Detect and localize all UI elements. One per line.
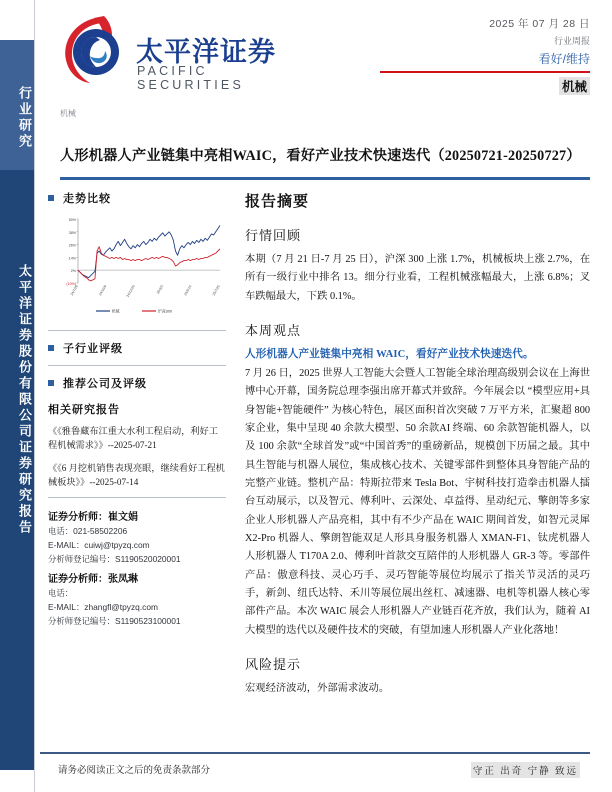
risk-text: 宏观经济波动，外部需求波动。	[245, 682, 390, 694]
analyst-license: 分析师登记编号：S1190520020001	[48, 554, 181, 564]
market-review-text: 本期（7 月 21 日-7 月 25 日），沪深 300 上涨 1.7%，机械板块上涨 2.7%，在所有一级行业中排名 13。细分行业看，工程机械涨幅最大，上涨 6.8%；叉车跌幅最大，下跌 0.1%。	[245, 254, 590, 302]
report-date: 2025 年 07 月 28 日	[489, 18, 590, 30]
svg-text:25/5/14: 25/5/14	[183, 284, 193, 297]
logo-english-name: PACIFIC SECURITIES	[137, 64, 245, 92]
main-content	[245, 190, 590, 700]
bullet-square-icon	[48, 380, 54, 386]
footer-slogan: 守正 出奇 宁静 致远	[471, 762, 580, 778]
left-side-band	[0, 0, 34, 792]
svg-text:24/12/20: 24/12/20	[125, 284, 136, 298]
divider-3	[48, 497, 226, 498]
footer-rule	[40, 752, 590, 754]
svg-text:(10%): (10%)	[66, 282, 76, 286]
logo-chinese-name: 太平洋证券	[136, 37, 276, 67]
sector-small-label: 机械	[60, 109, 76, 118]
svg-text:24/10/9: 24/10/9	[98, 284, 108, 297]
left-column	[48, 190, 226, 627]
report-type: 行业周报	[553, 36, 590, 46]
svg-text:26%: 26%	[68, 243, 76, 248]
svg-text:沪深300: 沪深300	[158, 309, 172, 314]
bullet-square-icon	[48, 195, 54, 201]
title-rule	[60, 177, 590, 180]
analyst-email[interactable]: E-MAIL：zhangfl@tpyzq.com	[48, 602, 158, 612]
related-report-item[interactable]: 《《雅鲁藏布江重大水利工程启动，利好工程机械需求》》--2025-07-21	[48, 426, 218, 451]
weekly-view-lead: 人形机器人产业链集中亮相 WAIC，看好产业技术快速迭代。	[245, 348, 534, 360]
rating-label: 看好/维持	[538, 52, 590, 66]
risk-heading: 风险提示	[245, 656, 302, 672]
bullet-square-icon	[48, 345, 54, 351]
analyst-license: 分析师登记编号：S1190523100001	[48, 616, 181, 626]
weekly-view-text: 7 月 26 日，2025 世界人工智能大会暨人工智能全球治理高级别会议在上海世博中心开幕，国务院总理李强出席开幕式并致辞。今年展会以 “模型应用+具身智能+智能硬件” 为核心特色，展区面积首次突破 7 万平方米，汇聚超 800 家企业，集中呈现 40 余款大模型、50 余款AI 终端、60 余款智能机器人，以及 100 余款“全球首发”或“中国首秀”的重磅新品，规模创下历届之最。其中具生智能与机器人展位，集成核心技术、关键零部件到整体具身智能产品的完整产业链。整机产品：特斯拉带来 Tesla Bot、宇树科技打造拳击机器人擂台互动展示，以及智元、傅利叶、云深处、卓益得、星动纪元、擎朗等多家企业人形机器人产品亮相，其中有不少产品在 WAIC 期间首发，如智元灵犀 X2-Pro 机器人、擎朗智能双足人形具身服务机器人 XMAN-F1、钛虎机器人人形机器人 T170A 2.0、傅利叶首款交互陪伴的人形机器人 GR-3 等。零部件产品：傲意科技、灵心巧手、灵巧智能等展位均展示了指关节灵活的灵巧手，新剑、纽氏达特、禾川等展位展出丝杠、减速器、电机等机器人核心零部件产品。本次 WAIC 展会人形机器人产业链百花齐放，我们认为，随着 AI 大模型的迭代以及硬件技术的突破，有望加速人形机器人产业化落地！	[245, 367, 590, 636]
analyst-email[interactable]: E-MAIL：cuiwj@tpyzq.com	[48, 540, 150, 550]
company-logo	[60, 14, 290, 92]
logo-mark-icon	[60, 14, 128, 84]
summary-heading: 报告摘要	[245, 194, 310, 210]
market-review-heading: 行情回顾	[245, 228, 302, 243]
recommend-heading: 推荐公司及评级	[63, 378, 147, 390]
header-meta	[380, 16, 590, 96]
svg-text:25/7/25: 25/7/25	[211, 284, 221, 297]
trend-section-header	[48, 190, 226, 206]
divider-1	[48, 330, 226, 331]
svg-text:24/7/29: 24/7/29	[69, 284, 79, 297]
page-title: 人形机器人产业链集中亮相WAIC，看好产业技术快速迭代（20250721-20250727）	[60, 148, 581, 164]
svg-text:14%: 14%	[68, 256, 76, 261]
recommend-section-header	[48, 375, 226, 391]
sector-badge: 机械	[559, 77, 590, 95]
column-separator	[232, 190, 233, 735]
analyst-entry	[48, 570, 226, 627]
side-band-divider	[34, 0, 35, 792]
related-reports-list	[48, 424, 226, 489]
related-reports-section	[48, 401, 226, 489]
svg-text:2%: 2%	[70, 269, 76, 274]
weekly-view-heading: 本周观点	[245, 322, 302, 338]
svg-text:50%: 50%	[68, 218, 76, 222]
analyst-phone: 电话：021-58502206	[48, 526, 128, 536]
analyst-phone: 电话：	[48, 588, 74, 598]
analyst-name: 证券分析师：张凤琳	[48, 574, 138, 585]
related-report-item[interactable]: 《《6 月挖机销售表现亮眼，继续看好工程机械板块》》--2025-07-14	[48, 462, 225, 487]
sub-rating-heading: 子行业评级	[63, 343, 123, 355]
analyst-name: 证券分析师：崔文娟	[48, 512, 138, 523]
footer-disclaimer: 请务必阅读正文之后的免责条款部分	[58, 766, 211, 776]
related-heading: 相关研究报告	[48, 404, 120, 416]
analysts-section	[48, 508, 226, 627]
trend-heading: 走势比较	[63, 193, 111, 205]
side-band-top-label: 行业研究	[17, 86, 32, 150]
trend-chart	[48, 211, 224, 321]
divider-2	[48, 365, 226, 366]
sub-rating-section-header	[48, 340, 226, 356]
svg-text:机械: 机械	[112, 309, 120, 314]
svg-text:25/3/3: 25/3/3	[155, 284, 165, 295]
side-band-bottom-label: 太平洋证券股份有限公司证券研究报告	[17, 264, 32, 536]
svg-text:38%: 38%	[68, 230, 76, 235]
analyst-entry	[48, 508, 226, 565]
